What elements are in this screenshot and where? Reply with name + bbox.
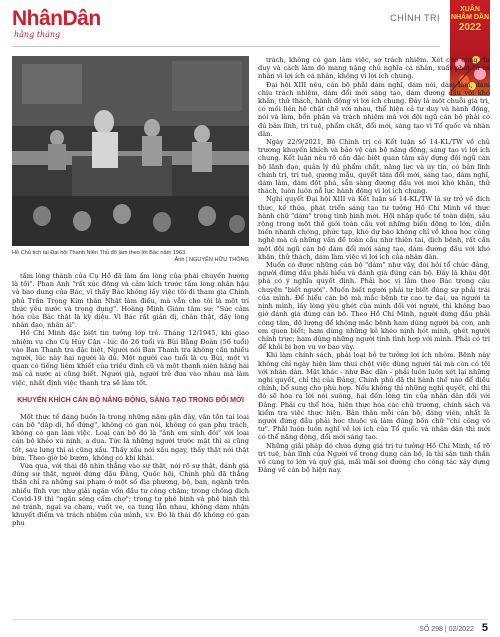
body-paragraph: Muốn có được những cán bộ "dám" như vậy, đòi hỏi tổ chức đảng, người đứng đầu phải hiểu và đánh giá đúng cán bộ. Đây là khâu đột phá có ý nghĩa quyết định. Phải học vị lắm theo Bác trong câu chuyện "biết người". Muốn biết người phải tự biết đúng sự phải trái của mình. Để hiểu cán bộ mà mắc bệnh tự cao tự đại, ưa người ta nịnh mình, lấy lòng yêu ghét của mình đối với người, thì không bao giờ đánh giá đúng cán bộ. Theo Hồ Chí Minh, người đứng đầu phải công tâm, độ lượng để không mắc bệnh ham dùng người bà con, anh em quen biết; ham dùng những kẻ khéo nịnh hót mình, ghét người chính trực; ham dùng những người tính tình hợp với mình. Phải có trí để khỏi bị bọn vu vơ bao vây.: [258, 261, 490, 352]
body-paragraph: Nghị quyết Đại hội XIII và Kết luận số 14-KL/TW là sự trở về đích thực, kế thừa, phát triển sáng tạo tư tưởng Hồ Chí Minh về thực hành chữ "dám" trong tình hình mới. Hội nhập quốc tế toàn diện, sâu rộng trong một thế giới toàn cầu với những biến động to lớn, diễn biến nhanh chóng, phức tạp, khó dự báo không chỉ về khoa học công nghệ mà cả những vấn đề toàn cầu như thiên tai, dịch bệnh, rất cần một đội ngũ cán bộ dám đổi mới sáng tạo, dám đương đầu với khó khăn, thử thách, dám làm việc vì lợi ích của nhân dân.: [258, 195, 490, 261]
page-footer: [419, 622, 488, 634]
footer-divider: [12, 619, 488, 620]
body-paragraph: Đại hội XIII nêu, cán bộ phải dám nghĩ, dám nói, dám làm, dám chịu trách nhiệm, dám đổi mới sáng tạo, dám đương đầu với khó khăn, thử thách, hành động vì lợi ích chung. Đây là một chuỗi giá trị, có mối liên hệ chặt chẽ với nhau, thể hiện cả tư duy và hành động, nói và làm, bổn phận và trách nhiệm mà với đội ngũ cán bộ phải có đủ bản lĩnh, trí tuệ, phẩm chất, đổi mới, sáng tạo vì Tổ quốc và nhân dân.: [258, 80, 490, 138]
photo-image: [12, 56, 249, 246]
logo-main-text: NhânDân: [12, 7, 101, 30]
body-paragraph: Khi làm chính sách, phải loại bỏ tư tưởng lợi ích nhóm. Bệnh này không chỉ ngày hiện làm thui chột việc dùng người tài mà còn có tội với nhân dân. Mặt khác - như Bác dặn - phải luôn luôn xét lại những nghị quyết, chỉ thị của Đảng, Chính phủ đã thi hành thế nào để điều chỉnh, bổ sung cho phù hợp. Nếu không thì những nghị quyết, chỉ thị đó sẽ hóa ra lời nói suông, hại đến lòng tin của nhân dân đối với Đảng. Phải cụ thể hóa, hiện thực hóa các chủ trương, chính sách và kiểm tra việc thực hiện. Bản thân mỗi cán bộ, đảng viên, nhất là người đứng đầu phải học thuộc và làm đúng bốn chữ "chí công vô tư". Phải luôn luôn nghĩ về lợi ích của Tổ quốc và nhân dân thì mới có thể năng động, đổi mới sáng tạo.: [258, 351, 490, 442]
section-label: CHÍNH TRỊ: [390, 13, 440, 23]
caption-text: Hồ Chủ tịch tại Đại hội Thanh Niên Thủ đô làm theo lời Bác năm 1963.: [12, 250, 187, 256]
logo-sub-text: hằng tháng: [14, 30, 61, 39]
photo-caption: [12, 250, 249, 264]
page-number: 5: [481, 622, 488, 634]
header-divider: [12, 46, 440, 47]
left-column: [12, 272, 249, 528]
body-paragraph: tấm lòng thành của Cụ Hồ đã làm ấm lòng của phái chuyến hướng là tồi". Phan Anh "rất xúc động và cảm kích trước tấm lòng nhân hậu và bao dung của Bác, vì thấy Bác không lấy việc tôi đi tham gia Chính phủ Trần Trọng Kim thân Nhật làm điều, mà vẫn cho tôi là một trí thức yêu nước và trọng dụng". Hoàng Minh Giám tâm sự: "Sức cảm hóa của Bác thật là kỳ diệu. Vì Bác rất giản dị, chân thật, đầy lòng nhân đạo, nhân ái".: [12, 272, 249, 330]
body-paragraph: Một thực tế đáng buồn là trong những năm gần đây, văn tồn tại loại cán bộ "dập dì, hổ đứng", không có gan nói, không có gan phụ trách, không có gan làm việc. Loại cán bộ đó là "ảnh em sinh đôi" với loại cán bộ khéo xu nịnh, a dua. Tức là những người trước mặt thì ai cũng tốt, sau lưng thì ai cũng xấu. Thấy xấu nói xấu ngay, thấy thật nói thật bừa. Theo giờ bè bướm, không có khi khái.: [12, 412, 249, 462]
badge-line-1: XUÂN: [460, 6, 480, 13]
body-paragraph: Vừa qua, với thái độ nhìn thẳng vào sự thật, nói rõ sự thật, đánh giá đúng sự thật, người đứng đầu Đảng, Quốc hội, Chính phủ đã thẳng thắn chỉ ra những sai phạm ở một số địa phương, bộ, ban, ngành trên nhiều lĩnh vực như giải ngân vốn đầu tư công chậm; trong chống dịch Covid-19 thì "ngăn sông cấm chợ"; trong tự phê bình và phê bình thì né tránh, ngại va chạm, vuốt ve, ca tụng lẫn nhau, không dám nhận khuyết điểm và trách nhiệm của mình, v.v. Đó là thái độ không có gan phụ: [12, 462, 249, 528]
historical-photo: [12, 56, 249, 246]
body-paragraph: Những giải pháp đó chứa đựng giá trị tư tưởng Hồ Chí Minh, tổ rõ trí tuệ, bản lĩnh của Người về trọng dụng cán bộ, là tài sản tinh thần vô cùng to lớn và quý giá, mãi mãi soi đường cho công tác xây dựng Đảng về cán bộ hiện nay.: [258, 441, 490, 475]
body-paragraph: Hồ Chí Minh đặc biệt tin tưởng lớp trẻ. Tháng 12/1945, khi giao nhiệm vụ cho Cù Huy Cận - lúc đó 26 tuổi và Bùi Bằng Đoàn (56 tuổi) vào Ban Thanh tra đặc biệt, Người nói Ban Thanh tra không cần nhiều người, lúc này hai người là đủ. Một người cao tuổi là cụ Bùi, một vị quan có tiếng liêm khiết của triều đình cũ và một thanh niên hăng hái mà cả nước ai cũng biết. Người già, người trẻ đưa vào nhau mà làm việc, nhất định việc thanh tra sẽ làm tốt.: [12, 329, 249, 387]
newspaper-logo: [12, 7, 101, 42]
body-paragraph: Ngày 22/9/2021, Bộ Chính trị có Kết luận số 14-KL/TW về chủ trương khuyến khích và bảo vệ cán bộ năng động, sáng tạo vì lợi ích chung. Kết luận nêu rõ cần đặc biệt quan tâm xây dựng đội ngũ cán bộ lãnh đạo, quản lý đủ phẩm chất, năng lực và uy tín, có bản lĩnh chính trị, trí tuệ, gương mẫu, quyết tâm đổi mới, sáng tạo, dám nghĩ, dám làm, dám đột phá, sẵn sàng đương đầu với mọi khó khăn, thử thách, luôn luôn nỗ lực hành động vì lợi ích chung.: [258, 138, 490, 196]
badge-year: 2022: [458, 22, 482, 33]
body-paragraph: trách, không có gan làm việc, sợ trách nhiệm. Xét cho cùng, tư duy và cách làm đó mang nặng chủ nghĩa cá nhân, xuất phát từ cá nhân vì lợi ích cá nhân, không vì lợi ích chung.: [258, 56, 490, 81]
badge-line-2: NHÂM DẦN: [450, 14, 490, 21]
section-subheading: KHUYẾN KHÍCH CÁN BỘ NĂNG ĐỘNG, SÁNG TẠO TRONG ĐỔI MỚI: [17, 396, 244, 404]
right-column: [258, 56, 490, 474]
issue-info: SỐ 298 | 02/2022: [419, 626, 474, 633]
caption-credit: Ảnh | NGUYỄN HỮU THÔNG: [174, 257, 249, 263]
